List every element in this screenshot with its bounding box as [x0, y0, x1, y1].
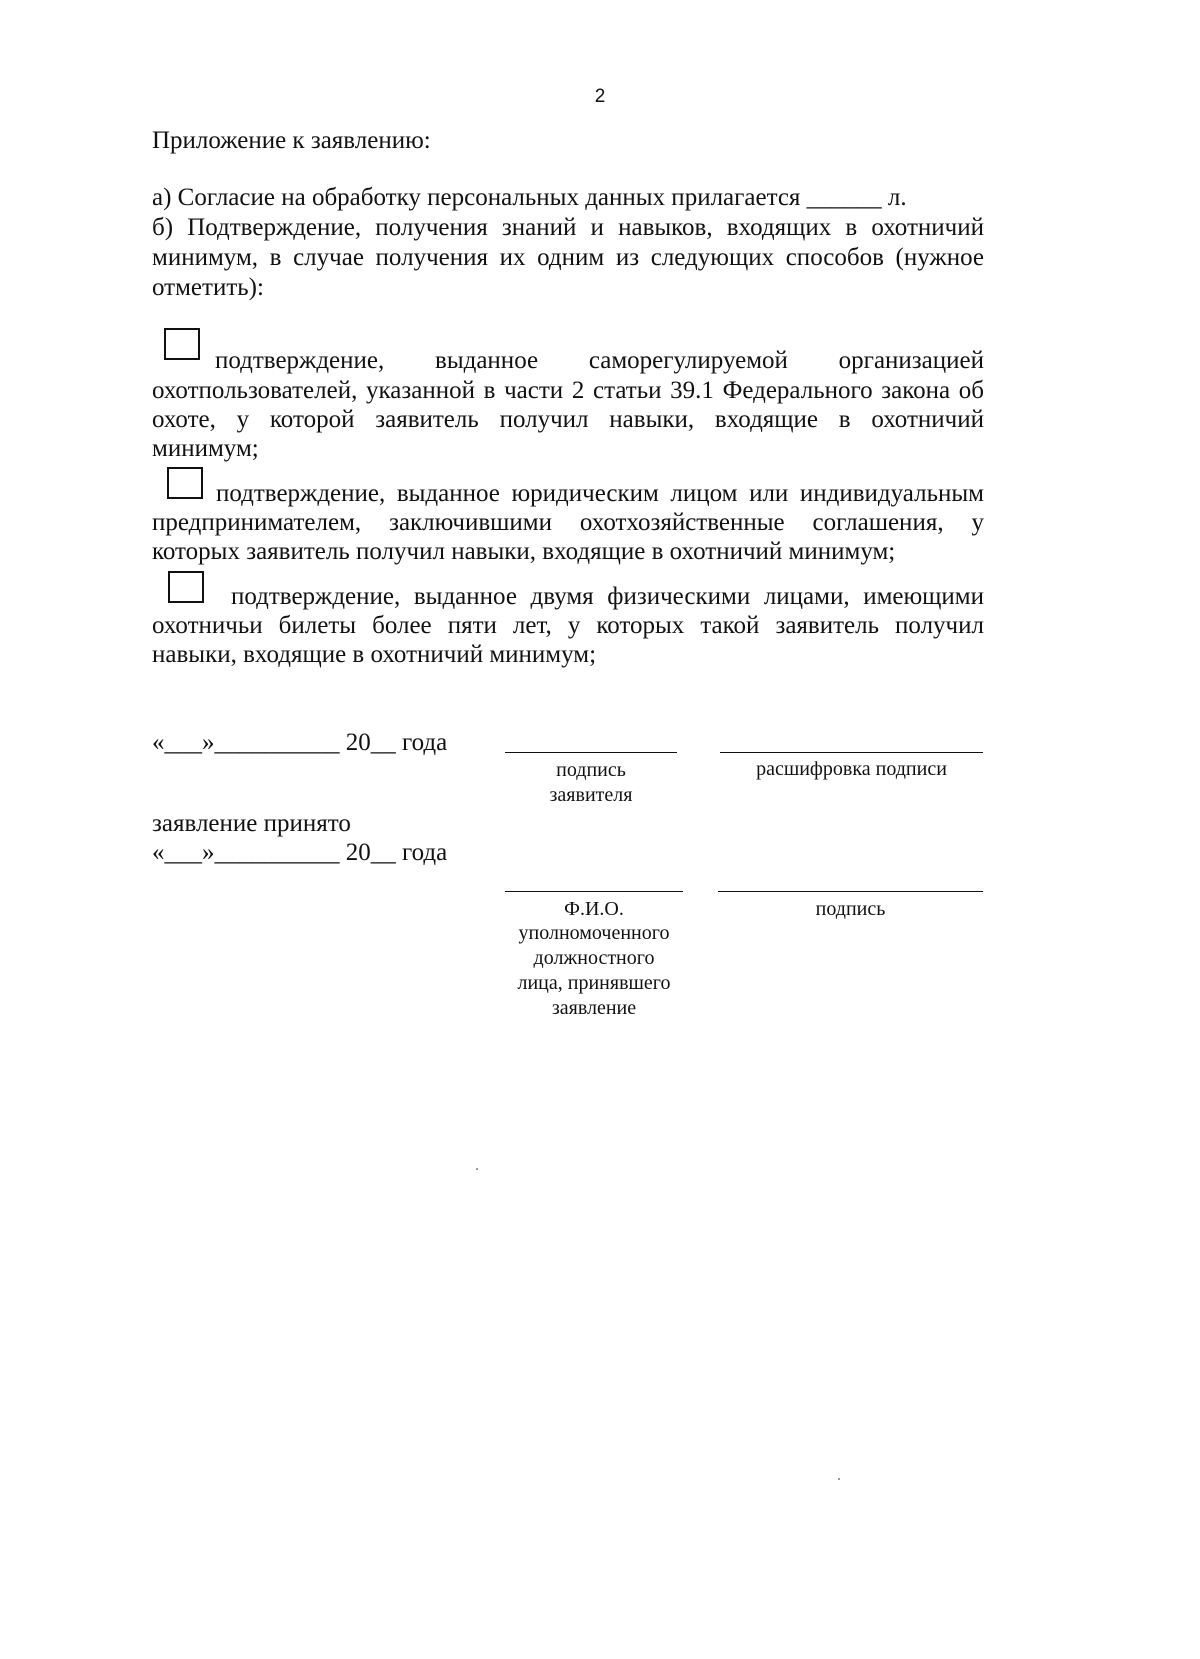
- official-caption-line-4: лица, принявшего: [517, 972, 671, 994]
- option-3-checkbox[interactable]: [168, 571, 204, 603]
- option-1-line-3: охоте, у которой заявитель получил навыки, входящие в охотничий: [152, 406, 984, 433]
- option-1-line-4: минимум;: [152, 435, 259, 462]
- accepted-date-field[interactable]: «___»__________ 20__ года: [152, 839, 448, 866]
- official-signature-caption: подпись: [815, 898, 886, 920]
- official-name-line[interactable]: [505, 891, 683, 892]
- official-signature-line[interactable]: [718, 891, 983, 892]
- signature-decoding-caption: расшифровка подписи: [756, 758, 947, 780]
- scan-speck: [476, 1168, 478, 1170]
- item-b-line-1: б) Подтверждение, получения знаний и навыков, входящих в охотничий: [152, 214, 984, 241]
- option-1-checkbox[interactable]: [164, 328, 200, 360]
- option-2-checkbox[interactable]: [167, 467, 203, 499]
- option-3-line-3: навыки, входящие в охотничий минимум;: [152, 641, 597, 668]
- scan-speck: [838, 1478, 840, 1480]
- item-a-consent: а) Согласие на обработку персональных данных прилагается ______ л.: [152, 184, 907, 211]
- applicant-signature-line[interactable]: [505, 752, 677, 753]
- option-2-line-2: предпринимателем, заключившими охотхозяйственные соглашения, у: [152, 509, 984, 536]
- option-2-line-3: которых заявитель получил навыки, входящие в охотничий минимум;: [152, 538, 896, 565]
- page-number: 2: [594, 86, 606, 107]
- applicant-signature-caption-line-2: заявителя: [549, 784, 633, 806]
- option-3-line-2: охотничьи билеты более пяти лет, у которых такой заявитель получил: [152, 612, 984, 639]
- applicant-signature-caption-line-1: подпись: [556, 759, 626, 781]
- option-3-line-1: подтверждение, выданное двумя физическими лицами, имеющими: [231, 583, 984, 610]
- official-caption-line-3: должностного: [533, 947, 655, 969]
- official-caption-line-1: Ф.И.О.: [564, 898, 624, 920]
- appendix-heading: Приложение к заявлению:: [152, 127, 431, 154]
- official-caption-line-5: заявление: [551, 997, 637, 1019]
- option-1-line-2: охотпользователей, указанной в части 2 статьи 39.1 Федерального закона об: [152, 377, 984, 404]
- application-accepted-label: заявление принято: [152, 810, 351, 837]
- official-caption-line-2: уполномоченного: [518, 922, 670, 944]
- signature-decoding-line[interactable]: [720, 752, 983, 753]
- item-b-line-3: отметить):: [152, 274, 264, 301]
- option-2-line-1: подтверждение, выданное юридическим лицом или индивидуальным: [216, 480, 984, 507]
- application-date-field[interactable]: «___»__________ 20__ года: [152, 729, 448, 756]
- option-1-line-1: подтверждение, выданное саморегулируемой организацией: [215, 347, 984, 374]
- item-b-line-2: минимум, в случае получения их одним из следующих способов (нужное: [152, 244, 984, 271]
